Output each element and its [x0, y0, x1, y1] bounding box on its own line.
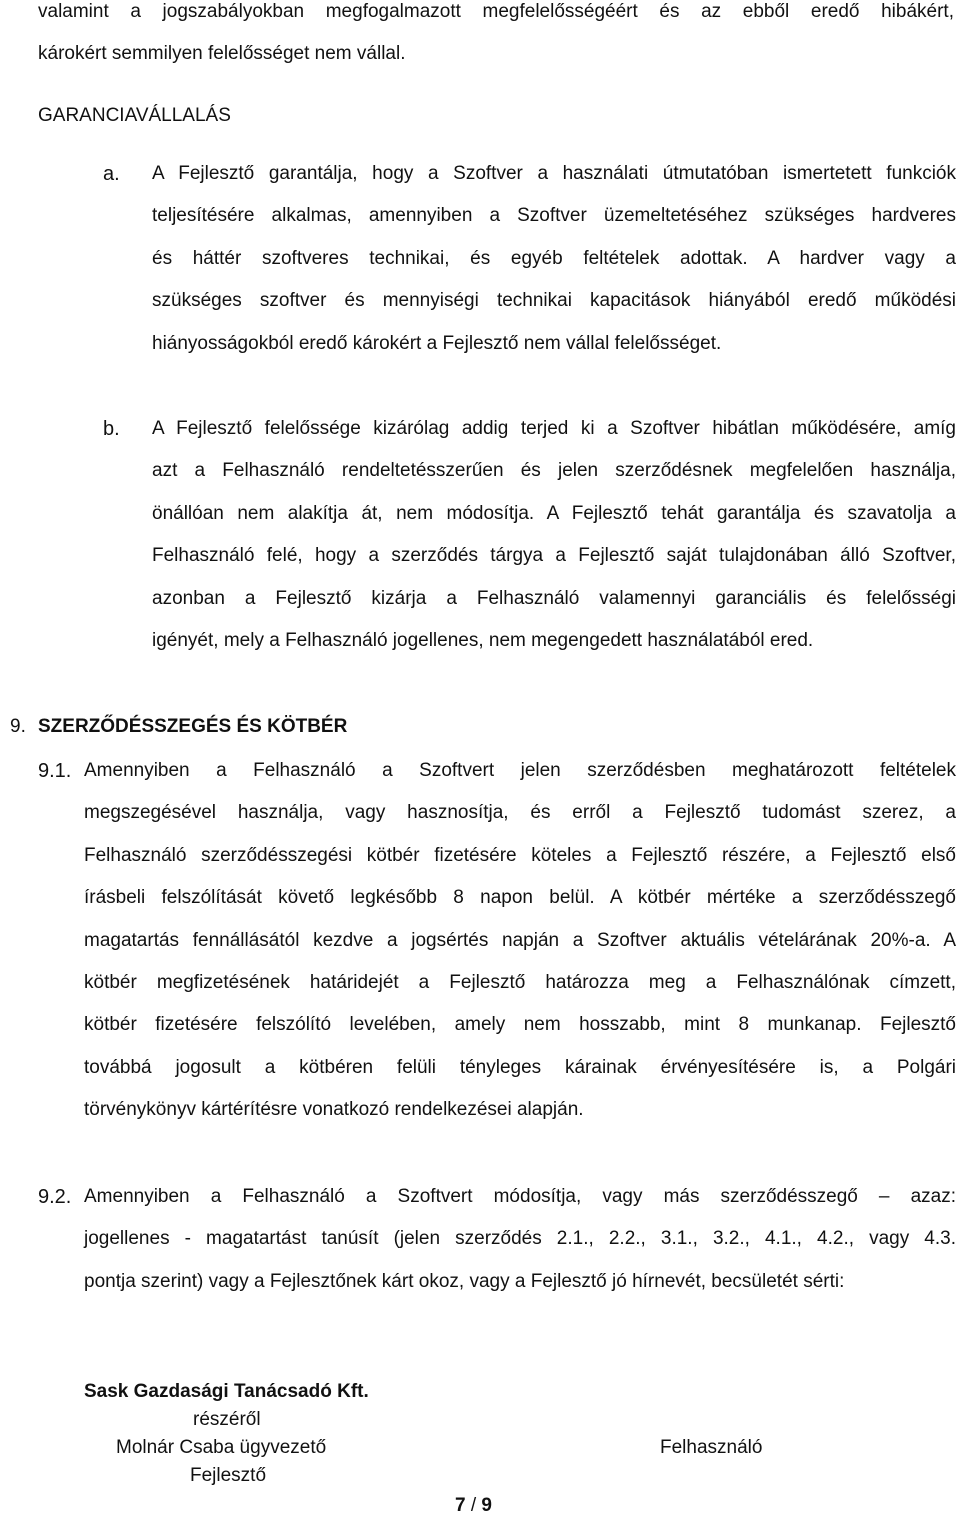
paragraph-line: Felhasználó felé, hogy a szerződés tárgya a Fejlesztő saját tulajdonában álló Szoftver,: [152, 545, 956, 567]
paragraph-line: megszegésével használja, vagy hasznosítja, és erről a Fejlesztő tudomást szerez, a: [84, 802, 956, 824]
page-current: 7: [455, 1495, 466, 1516]
page-separator: /: [470, 1495, 477, 1516]
paragraph-line: azt a Felhasználó rendeltetésszerűen és jelen szerződésnek megfelelően használja,: [152, 460, 956, 482]
paragraph-line: azonban a Fejlesztő kizárja a Felhasználó valamennyi garanciális és felelősségi: [152, 587, 956, 609]
paragraph-line: károkért semmilyen felelősséget nem vállal.: [38, 43, 406, 65]
paragraph-line: A Fejlesztő felelőssége kizárólag addig terjed ki a Szoftver hibátlan működésére, amíg: [152, 418, 956, 439]
paragraph-line: és háttér szoftveres technikai, és egyéb feltételek adottak. A hardver vagy a: [152, 247, 956, 269]
clause-number-9-1: 9.1.: [38, 760, 72, 782]
paragraph-line: továbbá jogosult a kötbéren felüli tényleges kárainak érvényesítésére is, a Polgári: [84, 1056, 956, 1078]
guarantee-item-b: [152, 408, 956, 662]
clause-number-9-2: 9.2.: [38, 1186, 72, 1208]
section-title: SZERZŐDÉSSZEGÉS ÉS KÖTBÉR: [38, 716, 348, 737]
intro-paragraph: [38, 0, 954, 76]
paragraph-line: igényét, mely a Felhasználó jogellenes, nem megengedett használatából ered.: [152, 630, 814, 652]
signature-developer-label: Fejlesztő: [190, 1465, 267, 1486]
paragraph-line: Felhasználó szerződésszegési kötbér fizetésére köteles a Fejlesztő részére, a Fejlesztő első: [84, 844, 956, 866]
paragraph-line: kötbér megfizetésének határidejét a Fejlesztő határozza meg a Felhasználónak címzett,: [84, 972, 956, 994]
paragraph-line: hiányosságokból eredő károkért a Fejlesztő nem vállal felelősséget.: [152, 332, 722, 354]
paragraph-line: pontja szerint) vagy a Fejlesztőnek kárt okoz, vagy a Fejlesztő jó hírnevét, becsületét sérti:: [84, 1270, 845, 1292]
paragraph-line: szükséges szoftver és mennyiségi technikai kapacitások hiányából eredő működési: [152, 290, 956, 312]
clause-9-2: [84, 1176, 956, 1303]
paragraph-line: magatartás fennállásától kezdve a jogsértés napján a Szoftver aktuális vételárának 20%-a. A: [84, 929, 956, 951]
page-number: [455, 1494, 492, 1518]
clause-9-1: [84, 750, 956, 1132]
paragraph-line: Amennyiben a Felhasználó a Szoftvert jelen szerződésben meghatározott feltételek: [84, 760, 956, 781]
signature-representative: Molnár Csaba ügyvezető: [116, 1437, 327, 1458]
paragraph-line: önállóan nem alakítja át, nem módosítja. A Fejlesztő tehát garantálja és szavatolja a: [152, 502, 956, 524]
paragraph-line: valamint a jogszabályokban megfogalmazott megfelelősségéért és az ebből eredő hibákért,: [38, 1, 954, 22]
paragraph-line: kötbér fizetésére felszólító levelében, amely nem hosszabb, mint 8 munkanap. Fejlesztő: [84, 1014, 956, 1036]
guarantee-heading: GARANCIAVÁLLALÁS: [38, 105, 231, 126]
paragraph-line: törvénykönyv kártérítésre vonatkozó rendelkezései alapján.: [84, 1099, 584, 1121]
signature-on-behalf: részéről: [193, 1409, 261, 1430]
item-marker-a: a.: [103, 163, 120, 185]
paragraph-line: jogellenes - magatartást tanúsít (jelen szerződés 2.1., 2.2., 3.1., 3.2., 4.1., 4.2., vagy 4.3.: [84, 1228, 956, 1250]
paragraph-line: A Fejlesztő garantálja, hogy a Szoftver a használati útmutatóban ismertetett funkciók: [152, 163, 956, 184]
guarantee-item-a: [152, 153, 956, 365]
item-marker-b: b.: [103, 418, 120, 440]
paragraph-line: Amennyiben a Felhasználó a Szoftvert módosítja, vagy más szerződésszegő – azaz:: [84, 1186, 956, 1207]
paragraph-line: írásbeli felszólítását követő legkésőbb 8 napon belül. A kötbér mértéke a szerződésszegő: [84, 887, 956, 909]
paragraph-line: teljesítésére alkalmas, amennyiben a Szoftver üzemeltetéséhez szükséges hardveres: [152, 205, 956, 227]
signature-company: Sask Gazdasági Tanácsadó Kft.: [84, 1381, 369, 1402]
page-total: 9: [481, 1495, 492, 1516]
signature-user-label: Felhasználó: [660, 1437, 763, 1458]
section-number: 9.: [10, 716, 26, 737]
